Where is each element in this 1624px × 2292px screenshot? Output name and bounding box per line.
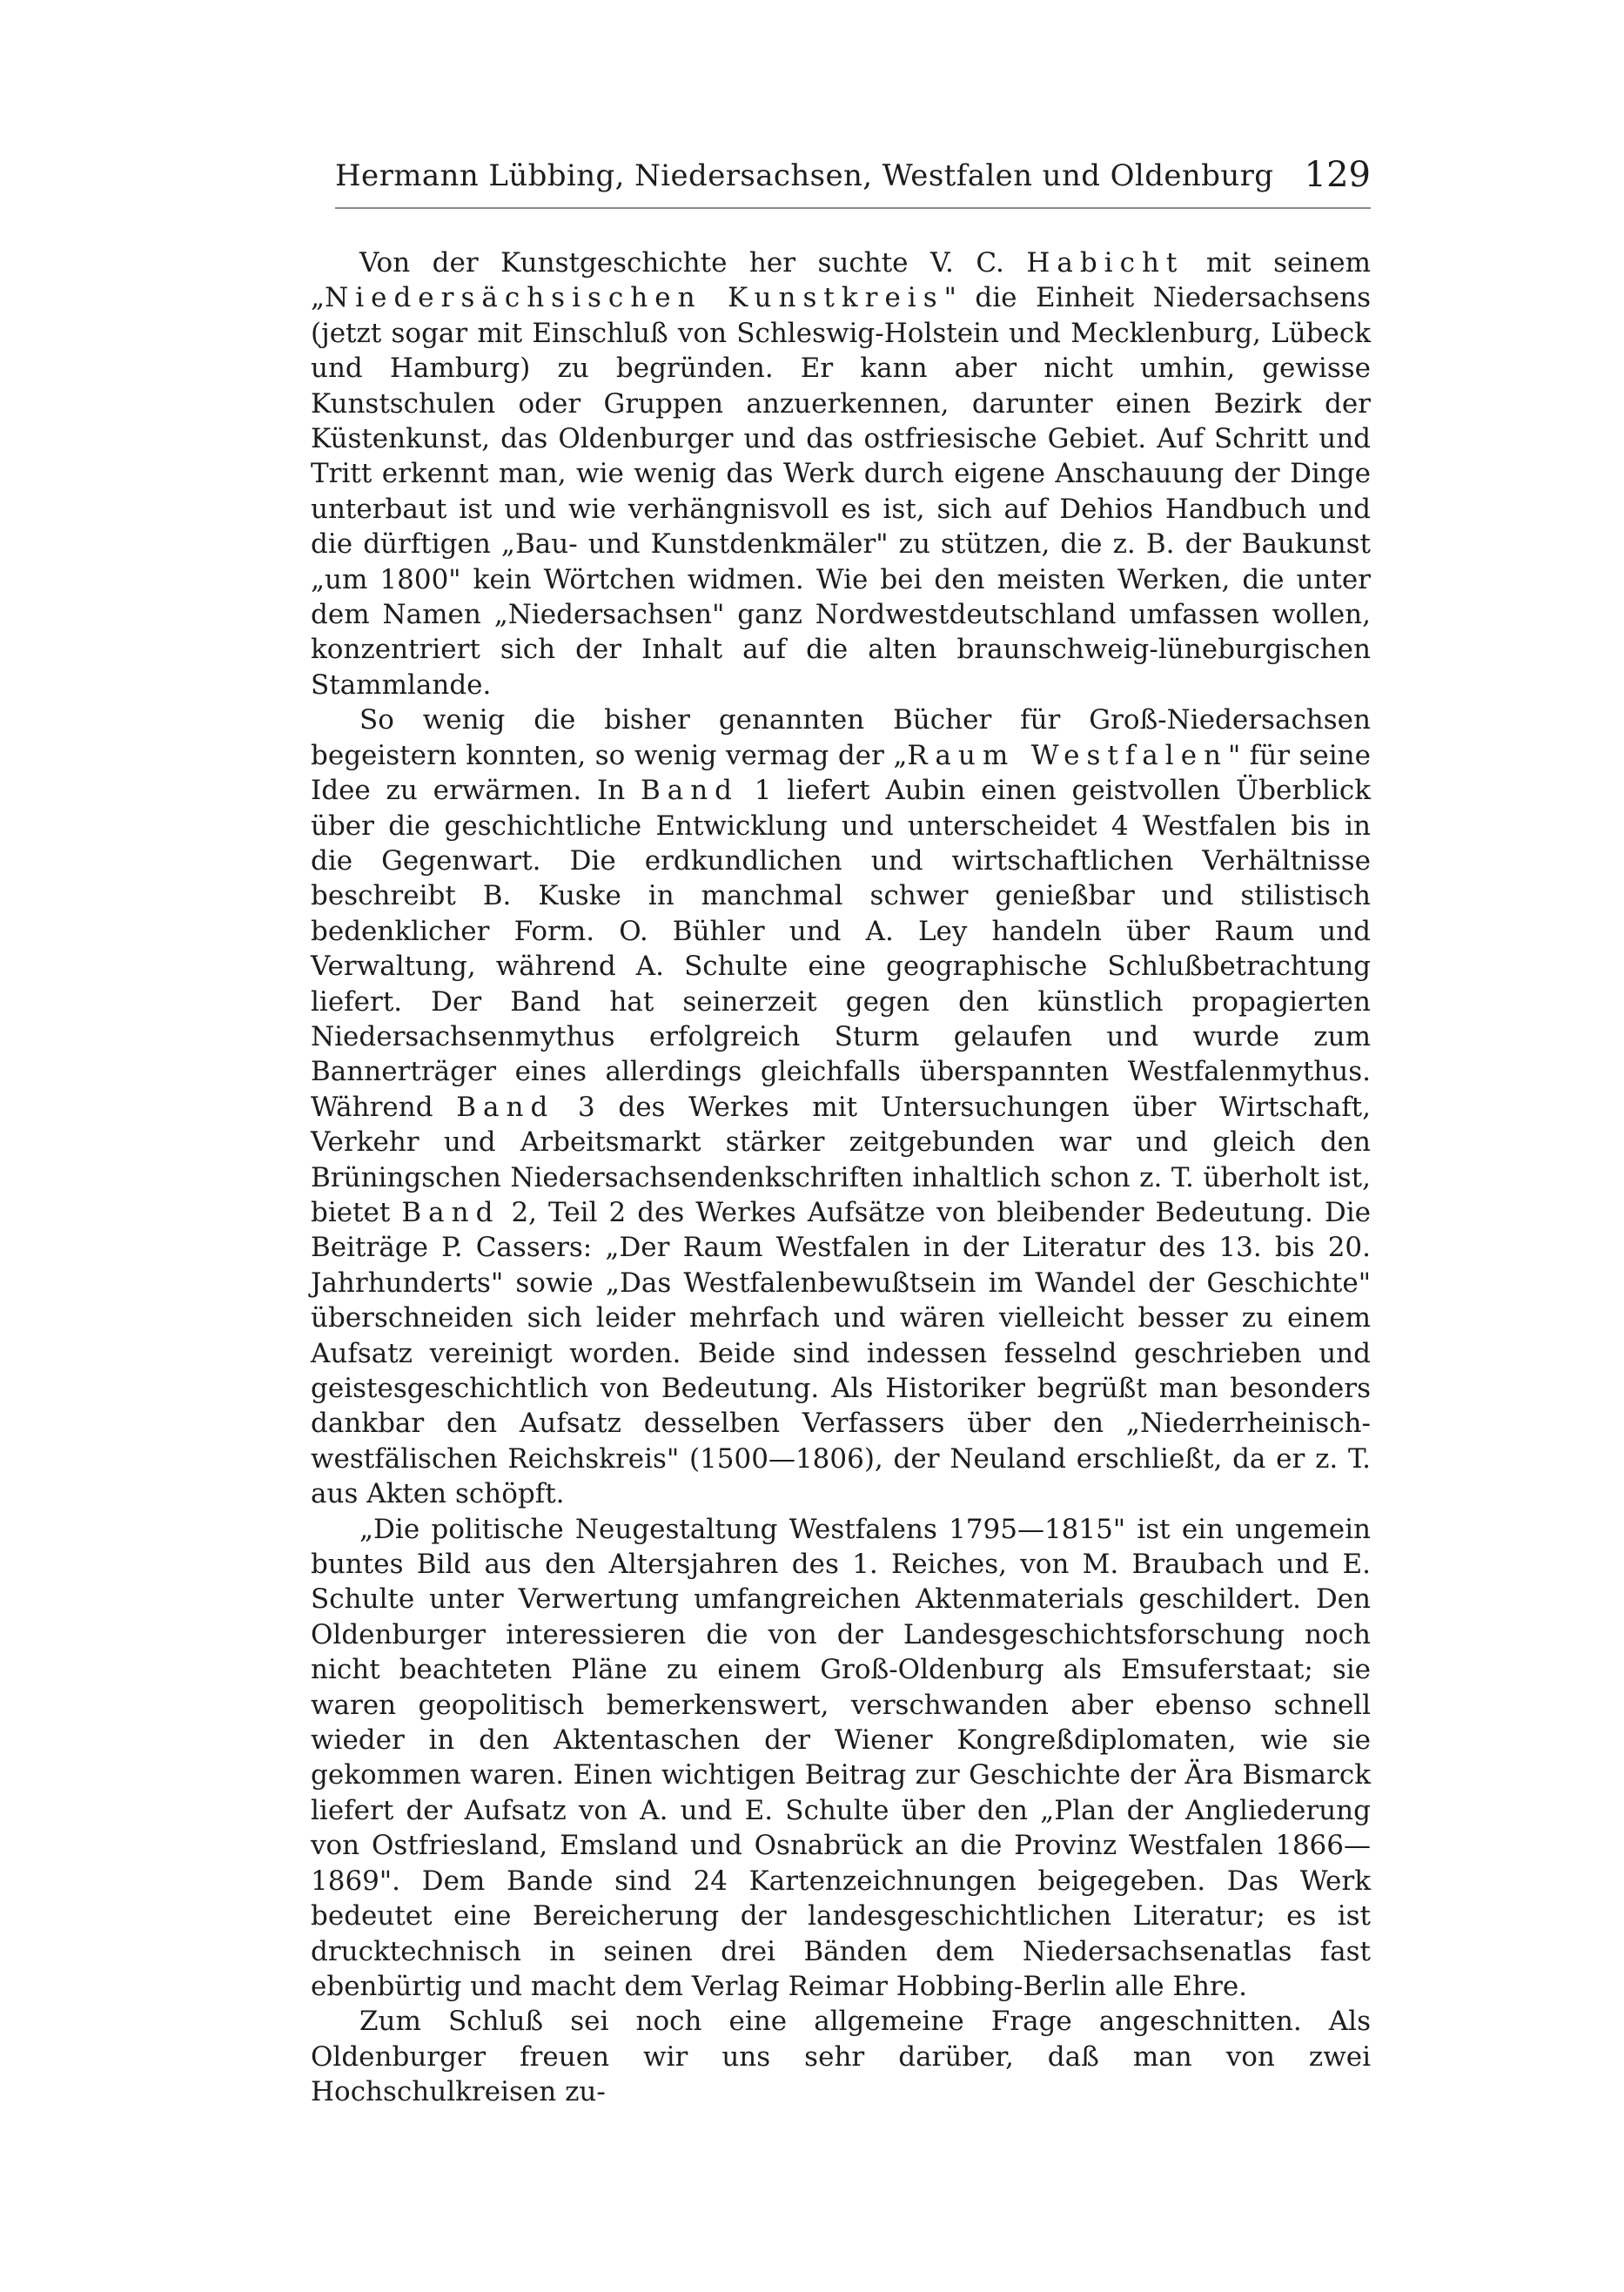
text-run: So wenig die bisher genannten Bücher für Groß-Niedersachsen begeistern konnten, so wenig vermag der „ (311, 704, 1371, 771)
spaced-emphasis: Habicht (1026, 247, 1184, 279)
spaced-emphasis: Raum Westfalen (907, 739, 1229, 771)
paragraph-2 (311, 702, 1371, 1511)
spaced-emphasis: Niedersächsischen Kunstkreis (325, 282, 944, 314)
text-run: 1 liefert Aubin einen geistvollen Überblick über die geschichtliche Entwicklung und unterscheidet 4 Westfalen bis in die Gegenwart. Die erdkundlichen und wirtschaftlichen Verhältnisse beschreibt B. Kuske in manchmal schwer genießbar und stilistisch bedenklicher Form. O. Bühler und A. Ley handeln über Raum und Verwaltung, während A. Schulte eine geographische Schlußbetrachtung liefert. Der Band hat seinerzeit gegen den künstlich propagierten Niedersachsenmythus erfolgreich Sturm gelaufen und wurde zum Bannerträger eines allerdings gleichfalls überspannten Westfalenmythus. Während (311, 775, 1371, 1123)
text-run: 3 des Werkes mit Untersuchungen über Wirtschaft, Verkehr und Arbeitsmarkt stärker zeitgebunden war und gleich den Brüningschen Niedersachsendenkschriften inhaltlich schon z. T. überholt ist, bietet (311, 1091, 1371, 1228)
paragraph-1 (311, 245, 1371, 702)
text-run: " die Einheit Niedersachsens (jetzt sogar mit Einschluß von Schleswig-Holstein und Mecklenburg, Lübeck und Hamburg) zu begründen. Er kann aber nicht umhin, gewisse Kunstschulen oder Gruppen anzuerkennen, darunter einen Bezirk der Küstenkunst, das Oldenburger und das ostfriesische Gebiet. Auf Schritt und Tritt erkennt man, wie wenig das Werk durch eigene Anschauung der Dinge unterbaut ist und wie verhängnisvoll es ist, sich auf Dehios Handbuch und die dürftigen „Bau- und Kunstdenkmäler" zu stützen, die z. B. der Baukunst „um 1800" kein Wörtchen widmen. Wie bei den meisten Werken, die unter dem Namen „Niedersachsen" ganz Nordwestdeutschland umfassen wollen, konzentriert sich der Inhalt auf die alten braunschweig-lüneburgischen Stammlande. (311, 282, 1371, 701)
running-head: Hermann Lübbing, Niedersachsen, Westfalen und Oldenburg (335, 158, 1274, 193)
text-run: 2, Teil 2 des Werkes Aufsätze von bleibender Bedeutung. Die Beiträge P. Cassers: „Der Raum Westfalen in der Literatur des 13. bis 20. Jahrhunderts" sowie „Das Westfalenbewußtsein im Wandel der Geschichte" überschneiden sich leider mehrfach und wären vielleicht besser zu einem Aufsatz vereinigt worden. Beide sind indessen fesselnd geschrieben und geistesgeschichtlich von Bedeutung. Als Historiker begrüßt man besonders dankbar den Aufsatz desselben Verfassers über den „Niederrheinisch-westfälischen Reichskreis" (1500—1806), der Neuland erschließt, da er z. T. aus Akten schöpft. (311, 1196, 1371, 1510)
text-run: " für seine Idee zu erwärmen. In (311, 739, 1371, 807)
text-run: Von der Kunstgeschichte her suchte V. C. (359, 247, 1027, 279)
spaced-emphasis: Band (640, 775, 740, 807)
text-run: mit seinem „ (311, 247, 1372, 314)
paragraph-3 (311, 1512, 1371, 2005)
text-run: Zum Schluß sei noch eine allgemeine Frage angeschnitten. Als Oldenburger freuen wir uns sehr darüber, daß man von zwei Hochschulkreisen zu- (311, 2006, 1371, 2108)
text-run: „Die politische Neugestaltung Westfalens 1795—1815" ist ein ungemein buntes Bild aus den Altersjahren des 1. Reiches, von M. Braubach und E. Schulte unter Verwertung umfangreichen Aktenmaterials geschildert. Den Oldenburger interessieren die von der Landesgeschichtsforschung noch nicht beachteten Pläne zu einem Groß-Oldenburg als Emsuferstaat; sie waren geopolitisch bemerkenswert, verschwanden aber ebenso schnell wieder in den Aktentaschen der Wiener Kongreßdiplomaten, wie sie gekommen waren. Einen wichtigen Beitrag zur Geschichte der Ära Bismarck liefert der Aufsatz von A. und E. Schulte über den „Plan der Angliederung von Ostfriesland, Emsland und Osnabrück an die Provinz Westfalen 1866—1869". Dem Bande sind 24 Kartenzeichnungen beigegeben. Das Werk bedeutet eine Bereicherung der landesgeschichtlichen Literatur; es ist drucktechnisch in seinen drei Bänden dem Niedersachsenatlas fast ebenbürtig und macht dem Verlag Reimar Hobbing-Berlin alle Ehre. (311, 1513, 1371, 2002)
paragraph-4 (311, 2004, 1371, 2109)
page-number: 129 (1304, 155, 1371, 195)
page-header (335, 155, 1371, 209)
spaced-emphasis: Band (456, 1091, 555, 1123)
body-text (311, 245, 1371, 2110)
spaced-emphasis: Band (401, 1196, 500, 1228)
